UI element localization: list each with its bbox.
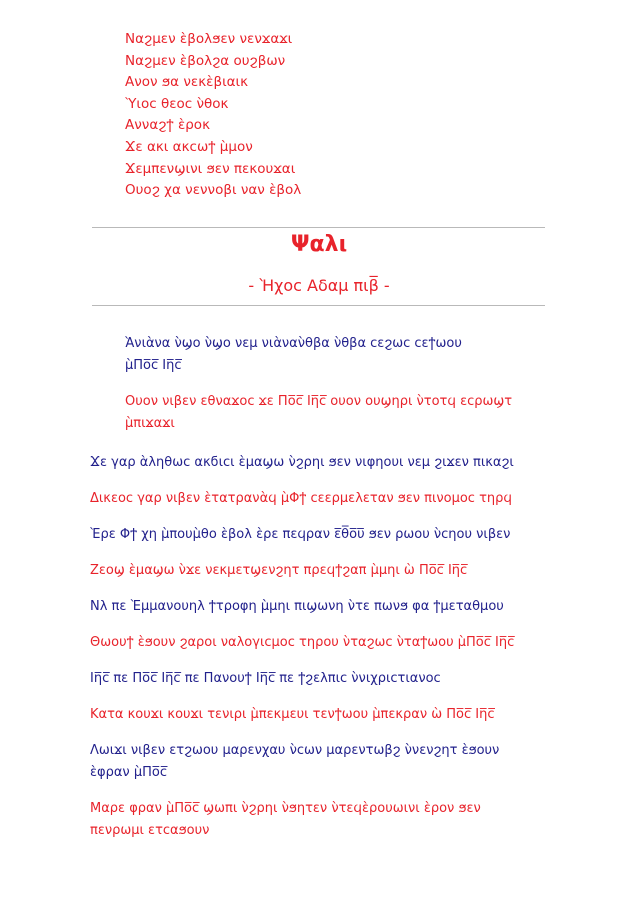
verse-line: Νλ πε Ὲμμανουηλ ϯτροφη μ̀μηι πιϣωνη ν̀τε πωνϧ φα ϯμεταθμου	[90, 599, 504, 614]
verse-line: Ϫε γαρ ὰληθωϲ ακϭιϲι ὲμαϣω ν̀ϩρηι ϧεν νιφηουι νεμ ϩιϫεν πικαϩι	[90, 455, 514, 470]
intro-line: Ουοϩ χα νεννοβι ναν ὲβολ	[125, 182, 302, 199]
verse-line: Μαρε φραν μ̀Πο̅ϲ̅ ϣωπι ν̀ϩρηι ν̀ϧητεν ν̀τεϥὲρουωινι ὲρον ϧεν	[90, 801, 481, 816]
section-divider	[92, 305, 545, 306]
verse-line: Ιη̅ϲ̅ πε Πο̅ϲ̅ Ιη̅ϲ̅ πε Πανουϯ Ιη̅ϲ̅ πε ϯϩελπιϲ ν̀νιχριϲτιανοϲ	[90, 671, 441, 686]
verse-line: Κατα κουϫι κουϫι τενιρι μ̀πεκμευι τενϯωου μ̀πεκραν ὼ Πο̅ϲ̅ Ιη̅ϲ̅	[90, 707, 495, 722]
verse	[90, 488, 514, 510]
intro-block	[125, 29, 301, 202]
verse-line: Ουον νιβεν εθναϫοϲ ϫε Πο̅ϲ̅ Ιη̅ϲ̅ ουον ουϣηρι ν̀τοτϥ εϲρωϣτ	[125, 394, 513, 409]
psali-verses	[90, 452, 514, 856]
verse	[90, 524, 514, 546]
verse-line: Λωιϫι νιβεν ετϩωου μαρενχαυ ν̀ϲων μαρεντωβϩ ν̀νενϩητ ὲϧουν	[90, 743, 500, 758]
verse-line: ὲφραν μ̀Πο̅ϲ̅	[90, 765, 167, 780]
verse	[90, 560, 514, 582]
verse-line: πενρωμι ετϲαϧουν	[90, 823, 210, 838]
verse-line: μ̀Πο̅ϲ̅ Ιη̅ϲ̅	[125, 358, 182, 373]
section-title: Ψαλι	[290, 232, 348, 257]
verse	[90, 740, 514, 784]
verse-line: μ̀πιϫαϫι	[125, 416, 175, 431]
intro-line: Ϫε ακι ακϲωϯ μ̀μον	[125, 138, 253, 155]
intro-line: Ναϩμεν ὲβολϧεν νενϫαϫι	[125, 31, 293, 47]
opening-verses	[125, 333, 512, 449]
verse	[90, 668, 514, 690]
verse-line: Δικεοϲ γαρ νιβεν ὲτατρανὰϥ μ̀Φϯ ϲεερμελεταν ϧεν πινομοϲ τηρϥ	[90, 491, 512, 506]
verse	[90, 596, 514, 618]
intro-line: Ϫεμπενϣινι ϧεν πεκουϫαι	[125, 160, 296, 177]
intro-line: Ὺιοϲ θεοϲ ν̀θοκ	[125, 95, 229, 112]
verse	[90, 452, 514, 474]
intro-line: Ναϩμεν ὲβολϩα ουϩβων	[125, 52, 286, 69]
verse-line: Ζεοϣ ὲμαϣω ν̀ϫε νεκμετϣενϩητ πρεϥϯϩαπ μ̀μηι ὼ Πο̅ϲ̅ Ιη̅ϲ̅	[90, 563, 468, 578]
verse	[90, 704, 514, 726]
intro-line: Ανον ϧα νεκὲβιαικ	[125, 74, 249, 91]
verse-line: Ὲρε Φϯ χη μ̀πουμ̀θο ὲβολ ὲρε πεϥραν ε̅θ̅ο̅υ̅ ϧεν ρωου ν̀ϲηου νιβεν	[90, 527, 511, 542]
verse-line: Θωουϯ ὲϧουν ϩαροι ναλογιϲμοϲ τηρου ν̀ταϩωϲ ν̀ταϯωου μ̀Πο̅ϲ̅ Ιη̅ϲ̅	[90, 635, 515, 650]
tone-subtitle: - Ὴχοϲ Αδαμ πιβ̅ -	[248, 276, 390, 295]
verse	[90, 632, 514, 654]
verse	[125, 333, 512, 377]
section-divider	[92, 227, 545, 228]
intro-line: Ανναϩϯ ὲροκ	[125, 117, 211, 134]
verse-line: Ὰνιὰνα ν̀ϣο ν̀ϣο νεμ νιὰναν̀θβα ν̀θβα ϲεϩωϲ ϲεϯωου	[125, 336, 462, 351]
verse	[125, 391, 512, 435]
verse	[90, 798, 514, 842]
